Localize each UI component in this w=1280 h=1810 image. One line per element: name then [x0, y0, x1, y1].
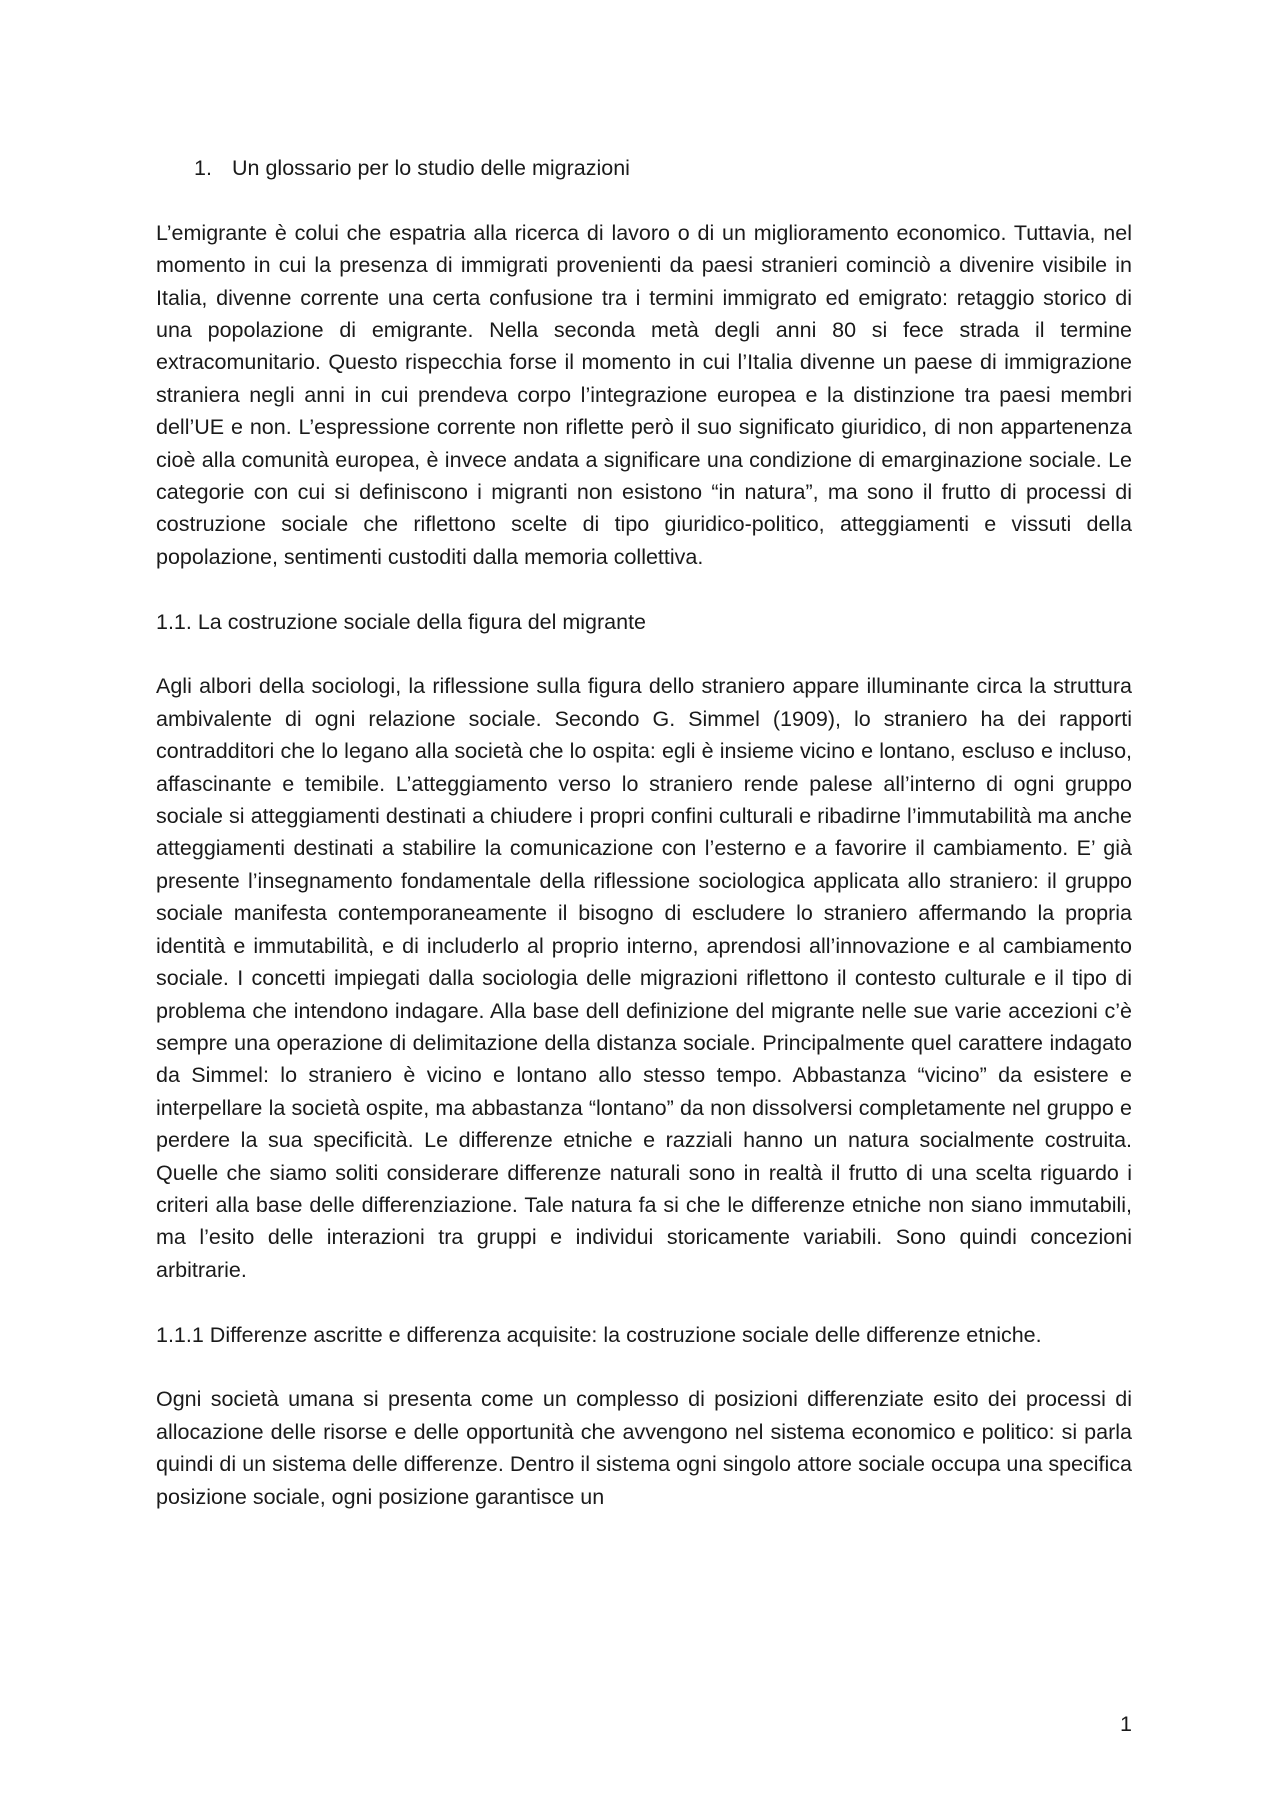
spacer	[156, 1286, 1132, 1318]
spacer	[156, 184, 1132, 216]
spacer	[156, 638, 1132, 670]
page-content	[156, 152, 1132, 1513]
section-title-1: Un glossario per lo studio delle migrazioni	[232, 156, 630, 180]
section-heading-1-1-1: 1.1.1 Differenze ascritte e differenza acquisite: la costruzione sociale delle differenze etniche.	[156, 1322, 1042, 1347]
page-number: 1	[1120, 1712, 1132, 1736]
section-heading-1-1: 1.1. La costruzione sociale della figura del migrante	[156, 609, 647, 634]
section-heading-1	[156, 152, 1132, 184]
paragraph-straniero: Agli albori della sociologi, la riflessione sulla figura dello straniero appare illuminante circa la struttura ambivalente di ogni relazione sociale. Secondo G. Simmel (1909), lo straniero ha dei rapporti contradditori che lo legano alla società che lo ospita: egli è insieme vicino e lontano, escluso e incluso, affascinante e temibile. L’atteggiamento verso lo straniero rende palese all’interno di ogni gruppo sociale si atteggiamenti destinati a chiudere i propri confini culturali e ribadirne l’immutabilità ma anche atteggiamenti destinati a stabilire la comunicazione con l’esterno e a favorire il cambiamento. E’ già presente l’insegnamento fondamentale della riflessione sociologica applicata allo straniero: il gruppo sociale manifesta contemporaneamente il bisogno di escludere lo straniero affermando la propria identità e immutabilità, e di includerlo al proprio interno, aprendosi all’innovazione e al cambiamento sociale. I concetti impiegati dalla sociologia delle migrazioni riflettono il contesto culturale e il tipo di problema che intendono indagare. Alla base dell definizione del migrante nelle sue varie accezioni c’è sempre una operazione di delimitazione della distanza sociale. Principalmente quel carattere indagato da Simmel: lo straniero è vicino e lontano allo stesso tempo. Abbastanza “vicino” da esistere e interpellare la società ospite, ma abbastanza “lontano” da non dissolversi completamente nel gruppo e perdere la sua specificità. Le differenze etniche e razziali hanno un natura socialmente costruita. Quelle che siamo soliti considerare differenze naturali sono in realtà il frutto di una scelta riguardo i criteri alla base delle differenziazione. Tale natura fa si che le differenze etniche non siano immutabili, ma l’esito delle interazioni tra gruppi e individui storicamente variabili. Sono quindi concezioni arbitrarie.	[156, 674, 1132, 1282]
paragraph-differenze: Ogni società umana si presenta come un complesso di posizioni differenziate esito dei processi di allocazione delle risorse e delle opportunità che avvengono nel sistema economico e politico: si parla quindi di un sistema delle differenze. Dentro il sistema ogni singolo attore sociale occupa una specifica posizione sociale, ogni posizione garantisce un	[156, 1387, 1132, 1509]
paragraph-emigrante: L’emigrante è colui che espatria alla ricerca di lavoro o di un miglioramento economico. Tuttavia, nel momento in cui la presenza di immigrati provenienti da paesi stranieri cominciò a divenire visibile in Italia, divenne corrente una certa confusione tra i termini immigrato ed emigrato: retaggio storico di una popolazione di emigrante. Nella seconda metà degli anni 80 si fece strada il termine extracomunitario. Questo rispecchia forse il momento in cui l’Italia divenne un paese di immigrazione straniera negli anni in cui prendeva corpo l’integrazione europea e la distinzione tra paesi membri dell’UE e non. L’espressione corrente non riflette però il suo significato giuridico, di non appartenenza cioè alla comunità europea, è invece andata a significare una condizione di emarginazione sociale. Le categorie con cui si definiscono i migranti non esistono “in natura”, ma sono il frutto di processi di costruzione sociale che riflettono scelte di tipo giuridico-politico, atteggiamenti e vissuti della popolazione, sentimenti custoditi dalla memoria collettiva.	[156, 220, 1132, 569]
spacer	[156, 1351, 1132, 1383]
section-number-1: 1.	[194, 156, 212, 180]
spacer	[156, 573, 1132, 605]
